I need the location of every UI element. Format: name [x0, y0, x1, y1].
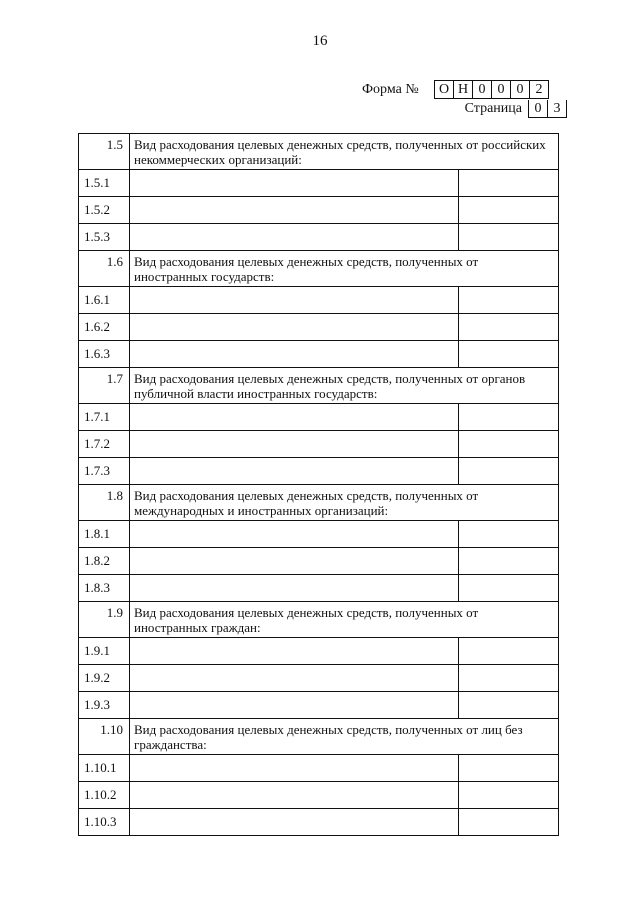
- expenditure-type-cell[interactable]: [130, 170, 459, 197]
- row-number: 1.6.3: [79, 341, 130, 368]
- row-number: 1.5.1: [79, 170, 130, 197]
- page-number: 16: [312, 33, 328, 49]
- amount-cell[interactable]: [459, 548, 559, 575]
- section-description: Вид расходования целевых денежных средств, полученных от международных и иностранных организаций:: [130, 485, 559, 521]
- table-row: [79, 341, 559, 368]
- amount-cell[interactable]: [459, 197, 559, 224]
- section-header-row: [79, 719, 559, 755]
- row-number: 1.5.3: [79, 224, 130, 251]
- expenditure-type-cell[interactable]: [130, 404, 459, 431]
- expenditure-type-cell[interactable]: [130, 224, 459, 251]
- table-row: [79, 548, 559, 575]
- form-code-char: 0: [472, 81, 491, 98]
- table-row: [79, 197, 559, 224]
- table-row: [79, 782, 559, 809]
- table-row: [79, 458, 559, 485]
- section-number: 1.5: [79, 134, 130, 170]
- amount-cell[interactable]: [459, 692, 559, 719]
- table-row: [79, 692, 559, 719]
- row-number: 1.7.2: [79, 431, 130, 458]
- section-number: 1.10: [79, 719, 130, 755]
- section-number: 1.7: [79, 368, 130, 404]
- expenditure-table: [78, 133, 559, 836]
- table-row: [79, 224, 559, 251]
- table-row: [79, 809, 559, 836]
- table-row: [79, 287, 559, 314]
- amount-cell[interactable]: [459, 314, 559, 341]
- page-row: [362, 99, 567, 118]
- form-code-char: 0: [510, 81, 529, 98]
- row-number: 1.9.2: [79, 665, 130, 692]
- expenditure-type-cell[interactable]: [130, 782, 459, 809]
- section-number: 1.6: [79, 251, 130, 287]
- row-number: 1.8.1: [79, 521, 130, 548]
- row-number: 1.10.1: [79, 755, 130, 782]
- page-code-box: [528, 100, 567, 118]
- amount-cell[interactable]: [459, 404, 559, 431]
- page-label: Страница: [464, 100, 522, 116]
- expenditure-type-cell[interactable]: [130, 638, 459, 665]
- row-number: 1.9.1: [79, 638, 130, 665]
- expenditure-type-cell[interactable]: [130, 341, 459, 368]
- table-row: [79, 314, 559, 341]
- expenditure-type-cell[interactable]: [130, 575, 459, 602]
- amount-cell[interactable]: [459, 458, 559, 485]
- table-row: [79, 575, 559, 602]
- row-number: 1.10.2: [79, 782, 130, 809]
- expenditure-type-cell[interactable]: [130, 665, 459, 692]
- form-code-char: 0: [491, 81, 510, 98]
- form-code-char: 2: [529, 81, 548, 98]
- amount-cell[interactable]: [459, 431, 559, 458]
- amount-cell[interactable]: [459, 170, 559, 197]
- amount-cell[interactable]: [459, 575, 559, 602]
- amount-cell[interactable]: [459, 809, 559, 836]
- form-code-box: [434, 80, 549, 99]
- row-number: 1.6.2: [79, 314, 130, 341]
- amount-cell[interactable]: [459, 665, 559, 692]
- section-header-row: [79, 368, 559, 404]
- section-description: Вид расходования целевых денежных средств, полученных от иностранных государств:: [130, 251, 559, 287]
- expenditure-type-cell[interactable]: [130, 287, 459, 314]
- row-number: 1.9.3: [79, 692, 130, 719]
- section-header-row: [79, 251, 559, 287]
- form-code-char: Н: [453, 81, 472, 98]
- amount-cell[interactable]: [459, 521, 559, 548]
- form-header: [362, 80, 567, 118]
- section-description: Вид расходования целевых денежных средств, полученных от органов публичной власти иностранных государств:: [130, 368, 559, 404]
- page-code-char: 3: [547, 100, 566, 117]
- table-row: [79, 431, 559, 458]
- expenditure-type-cell[interactable]: [130, 809, 459, 836]
- expenditure-type-cell[interactable]: [130, 197, 459, 224]
- amount-cell[interactable]: [459, 287, 559, 314]
- expenditure-type-cell[interactable]: [130, 458, 459, 485]
- table-row: [79, 665, 559, 692]
- amount-cell[interactable]: [459, 782, 559, 809]
- form-code-char: О: [438, 82, 450, 97]
- table-row: [79, 638, 559, 665]
- expenditure-type-cell[interactable]: [130, 521, 459, 548]
- section-description: Вид расходования целевых денежных средств, полученных от лиц без гражданства:: [130, 719, 559, 755]
- section-header-row: [79, 602, 559, 638]
- row-number: 1.8.2: [79, 548, 130, 575]
- page-code-char: 0: [534, 100, 542, 116]
- row-number: 1.8.3: [79, 575, 130, 602]
- amount-cell[interactable]: [459, 224, 559, 251]
- amount-cell[interactable]: [459, 755, 559, 782]
- section-number: 1.8: [79, 485, 130, 521]
- expenditure-type-cell[interactable]: [130, 548, 459, 575]
- section-number: 1.9: [79, 602, 130, 638]
- table-row: [79, 521, 559, 548]
- section-description: Вид расходования целевых денежных средств, полученных от российских некоммерческих организаций:: [130, 134, 559, 170]
- section-header-row: [79, 134, 559, 170]
- row-number: 1.7.3: [79, 458, 130, 485]
- row-number: 1.10.3: [79, 809, 130, 836]
- expenditure-type-cell[interactable]: [130, 692, 459, 719]
- expenditure-type-cell[interactable]: [130, 755, 459, 782]
- table-row: [79, 404, 559, 431]
- amount-cell[interactable]: [459, 341, 559, 368]
- form-number-row: [362, 80, 567, 99]
- table-row: [79, 755, 559, 782]
- table-row: [79, 170, 559, 197]
- row-number: 1.7.1: [79, 404, 130, 431]
- form-number-label: Форма №: [362, 81, 419, 97]
- section-header-row: [79, 485, 559, 521]
- row-number: 1.6.1: [79, 287, 130, 314]
- expenditure-type-cell[interactable]: [130, 314, 459, 341]
- section-description: Вид расходования целевых денежных средств, полученных от иностранных граждан:: [130, 602, 559, 638]
- expenditure-type-cell[interactable]: [130, 431, 459, 458]
- amount-cell[interactable]: [459, 638, 559, 665]
- row-number: 1.5.2: [79, 197, 130, 224]
